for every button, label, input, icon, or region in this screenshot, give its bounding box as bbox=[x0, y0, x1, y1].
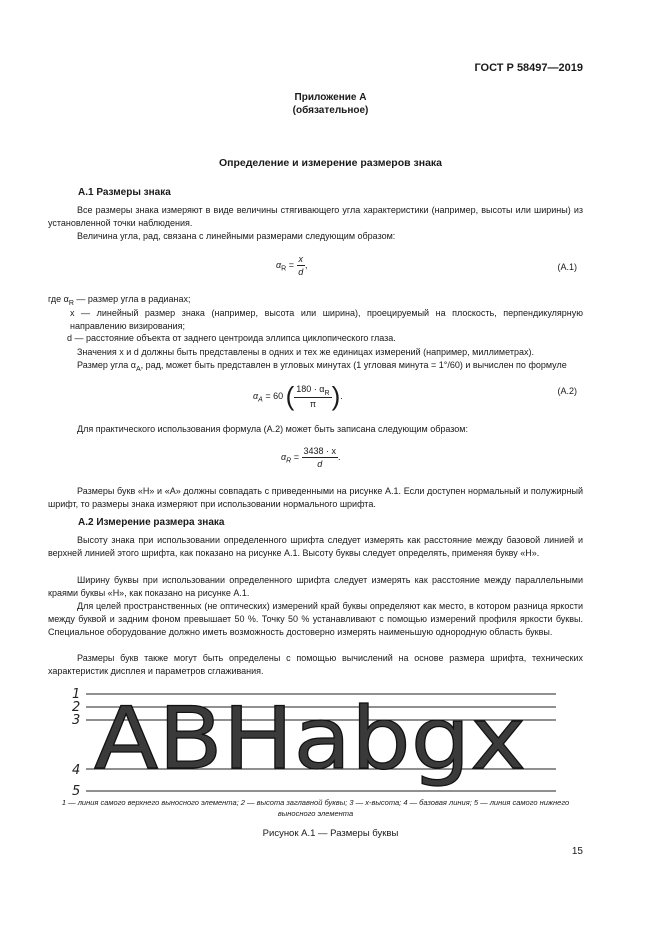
paragraph: Для целей пространственных (не оптических) измерений край буквы определяют как место, в котором разница яркости между буквой и задним фоном превышает 50 %. Точку 50 % устанавливают с помощью измерений профиля яркости буквы. Специальное оборудование должно иметь возможность достоверно измерять наименьшую однородную область буквы. bbox=[48, 601, 583, 638]
page-number: 15 bbox=[571, 846, 583, 857]
definition-x: x — линейный размер знака (например, высота или ширина), проецируемый на плоскость, перпендикулярную направлению визирования; bbox=[70, 308, 583, 332]
section-title: Определение и измерение размеров знака bbox=[218, 157, 443, 169]
paragraph: Размеры букв «H» и «A» должны совпадать с приведенными на рисунке А.1. Если доступен нормальный и полужирный шрифт, то размеры знака измеряют при использовании нормального шрифта. bbox=[48, 486, 583, 510]
definition-alpha: где $\alpha_R$ — размер угла в радианах; bbox=[48, 294, 191, 307]
paragraph: Величина угла, рад, связана с линейными размерами следующим образом: bbox=[77, 231, 396, 241]
paragraph: Значения x и d должны быть представлены в одних и тех же единицах измерений (например, миллиметрах). bbox=[77, 347, 534, 357]
paragraph: Высоту знака при использовании определенного шрифта следует измерять как расстояние между базовой линией и верхней линией этого шрифта, как показано на рисунке А.1. Высоту буквы следует определять, применяя букву «H». bbox=[48, 535, 583, 559]
subsection-a2-heading: А.2 Измерение размера знака bbox=[78, 517, 225, 528]
definition-d: d — расстояние объекта от заднего центроида эллипса циклопического глаза. bbox=[67, 333, 396, 343]
figure-legend: 1 — линия самого верхнего выносного элемента; 2 — высота заглавной буквы; 3 — x-высота; 4 — базовая линия; 5 — линия самого нижнего выносного элемента bbox=[61, 798, 570, 818]
sample-letters: ABHabgx bbox=[94, 689, 526, 789]
paragraph: Размеры букв также могут быть определены с помощью вычислений на основе размера шрифта, технических характеристик дисплея и параметров сглаживания. bbox=[48, 653, 583, 677]
paragraph-angle: Размер угла $\alpha_A$, рад, может быть представлен в угловых минутах (1 угловая минута = 1°/60) и вычислен по формуле bbox=[77, 360, 567, 373]
figure-letter-dimensions bbox=[0, 680, 661, 800]
equation-a1: $\alpha_R$ = $\frac{x}{d}$ , bbox=[276, 254, 308, 277]
appendix-title: Приложение А bbox=[294, 92, 367, 103]
line-label: 5 bbox=[72, 784, 81, 799]
line-label: 1 bbox=[72, 687, 81, 702]
equation-a2: $\alpha_A = 60$ ( $\frac{180 \cdot \alpha_R}{\pi}$ ). bbox=[253, 381, 343, 411]
appendix-status: (обязательное) bbox=[292, 105, 369, 116]
line-label: 2 bbox=[72, 700, 81, 715]
equation-number: (А.2) bbox=[557, 386, 577, 396]
equation-number: (А.1) bbox=[557, 262, 577, 272]
paragraph: Для практического использования формула (А.2) может быть записана следующим образом: bbox=[77, 424, 468, 434]
figure-title: Рисунок А.1 — Размеры буквы bbox=[262, 828, 399, 839]
paragraph: Все размеры знака измеряют в виде величины стягивающего угла характеристики (например, высоты или ширины) из установленной точки наблюдения. bbox=[48, 205, 583, 229]
standard-header: ГОСТ Р 58497—2019 bbox=[474, 62, 583, 74]
equation-practical: $\alpha_R$ = $\frac{3438 \cdot x}{d}$ . bbox=[281, 446, 341, 469]
line-label: 4 bbox=[72, 763, 81, 778]
paragraph: Ширину буквы при использовании определенного шрифта следует измерять как расстояние между параллельными краями буквы «H», как показано на рисунке А.1. bbox=[48, 575, 583, 599]
line-label: 3 bbox=[72, 713, 81, 728]
subsection-a1-heading: А.1 Размеры знака bbox=[78, 187, 171, 198]
